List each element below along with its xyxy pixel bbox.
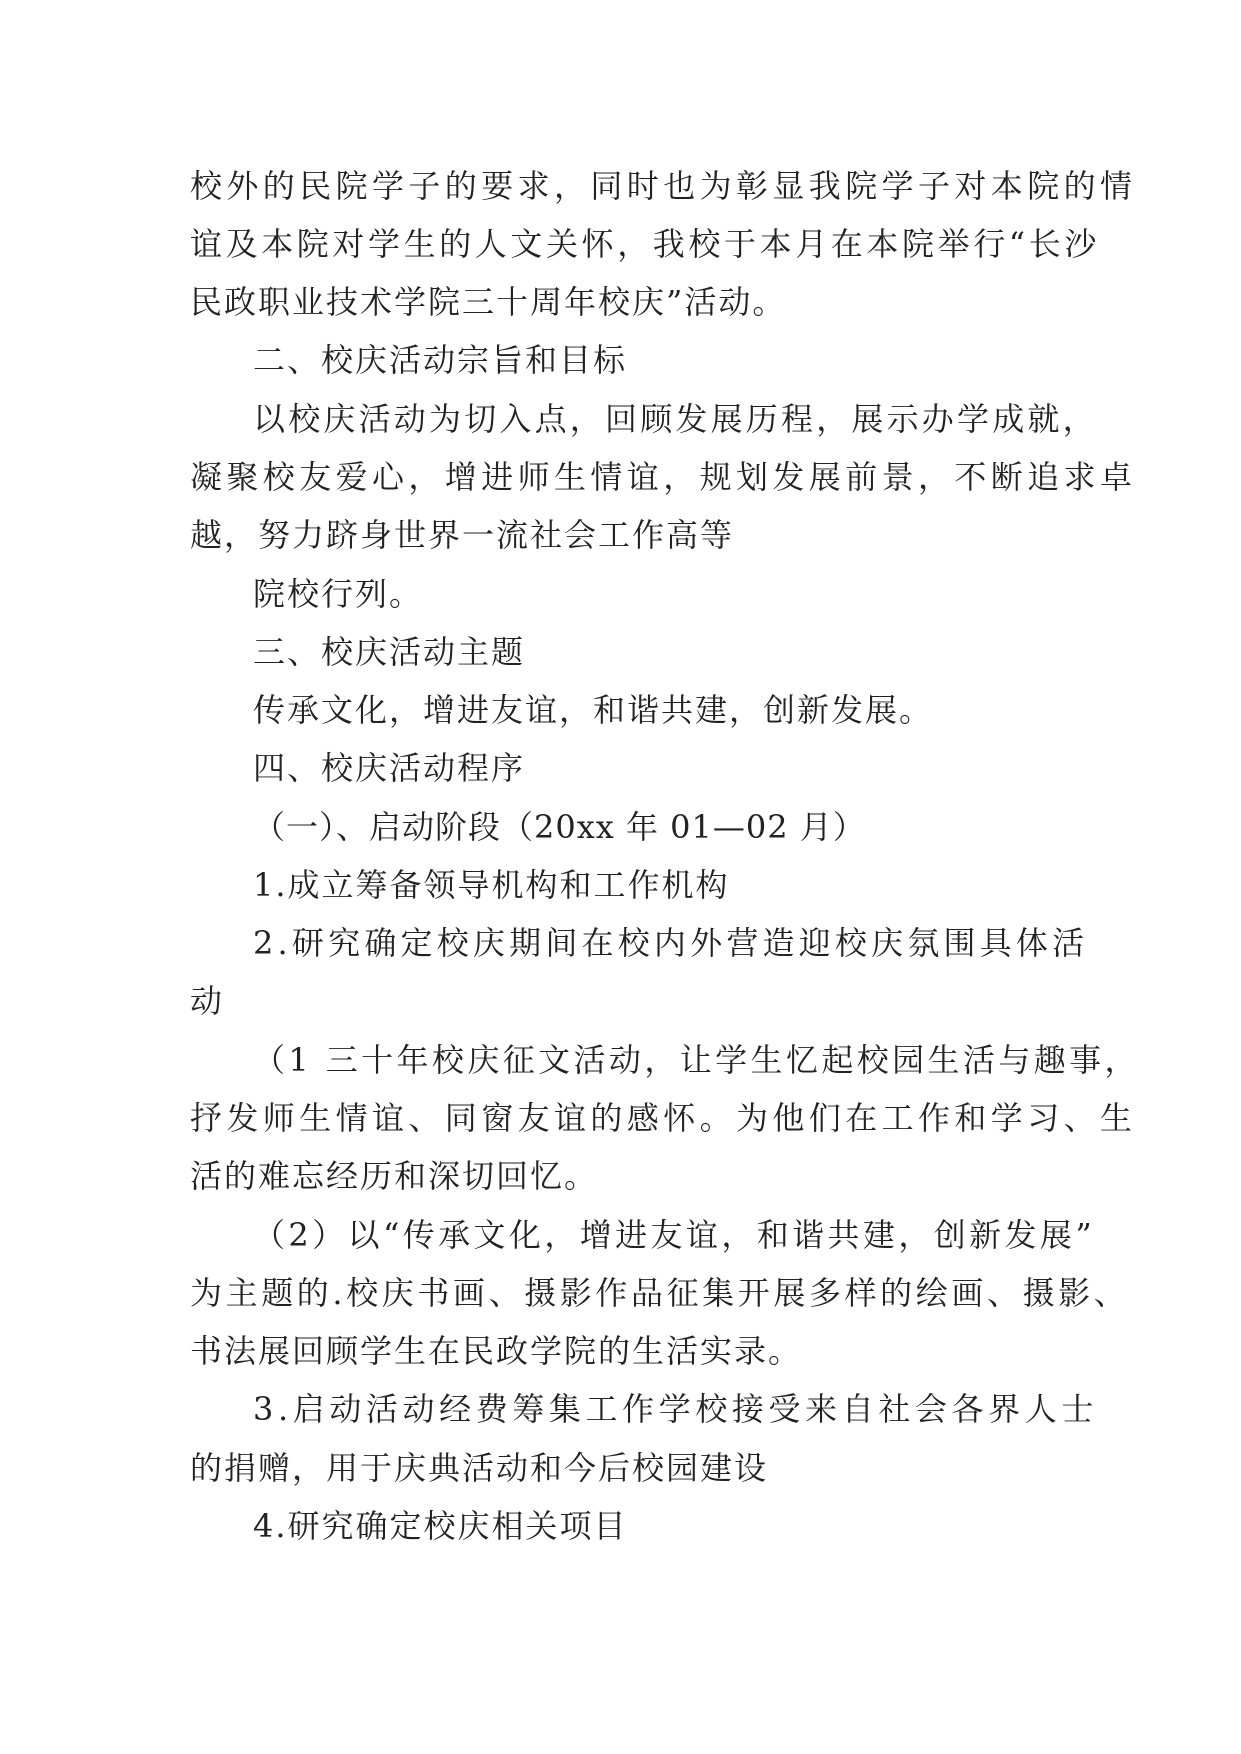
paragraph-line: 为主题的.校庆书画、摄影作品征集开展多样的绘画、摄影、 — [190, 1274, 1130, 1312]
section-heading: 三、校庆活动主题 — [253, 633, 526, 671]
list-item: 4.研究确定校庆相关项目 — [253, 1507, 628, 1545]
list-item: 3.启动活动经费筹集工作学校接受来自社会各界人士 — [253, 1390, 1098, 1428]
paragraph-line: 民政职业技术学院三十周年校庆”活动。 — [190, 283, 787, 321]
paragraph-line: 越，努力跻身世界一流社会工作高等 — [190, 516, 735, 554]
paragraph-line: 院校行列。 — [253, 575, 424, 613]
section-heading: 四、校庆活动程序 — [253, 749, 526, 787]
paragraph-line: 校外的民院学子的要求，同时也为彰显我院学子对本院的情 — [190, 167, 1137, 205]
paragraph-line: （2）以“传承文化，增进友谊，和谐共建，创新发展” — [253, 1216, 1096, 1254]
subsection-heading: （一）、启动阶段（20xx 年 01—02 月） — [253, 808, 866, 846]
list-item: 1.成立筹备领导机构和工作机构 — [253, 866, 730, 904]
paragraph-line: 的捐赠，用于庆典活动和今后校园建设 — [190, 1449, 769, 1487]
paragraph-line: 传承文化，增进友谊，和谐共建，创新发展。 — [253, 691, 934, 729]
paragraph-line: 书法展回顾学生在民政学院的生活实录。 — [190, 1332, 803, 1370]
paragraph-line: 谊及本院对学生的人文关怀，我校于本月在本院举行“长沙 — [190, 225, 1100, 263]
list-item: 2.研究确定校庆期间在校内外营造迎校庆氛围具体活 — [253, 924, 1089, 962]
paragraph-line: 以校庆活动为切入点，回顾发展历程，展示办学成就， — [253, 400, 1098, 438]
section-heading: 二、校庆活动宗旨和目标 — [253, 341, 628, 379]
paragraph-line: （1 三十年校庆征文活动，让学生忆起校园生活与趣事， — [253, 1041, 1140, 1079]
paragraph-line: 动 — [190, 982, 225, 1020]
paragraph-line: 抒发师生情谊、同窗友谊的感怀。为他们在工作和学习、生 — [190, 1099, 1137, 1137]
paragraph-line: 凝聚校友爱心，增进师生情谊，规划发展前景，不断追求卓 — [190, 458, 1137, 496]
paragraph-line: 活的难忘经历和深切回忆。 — [190, 1157, 599, 1195]
